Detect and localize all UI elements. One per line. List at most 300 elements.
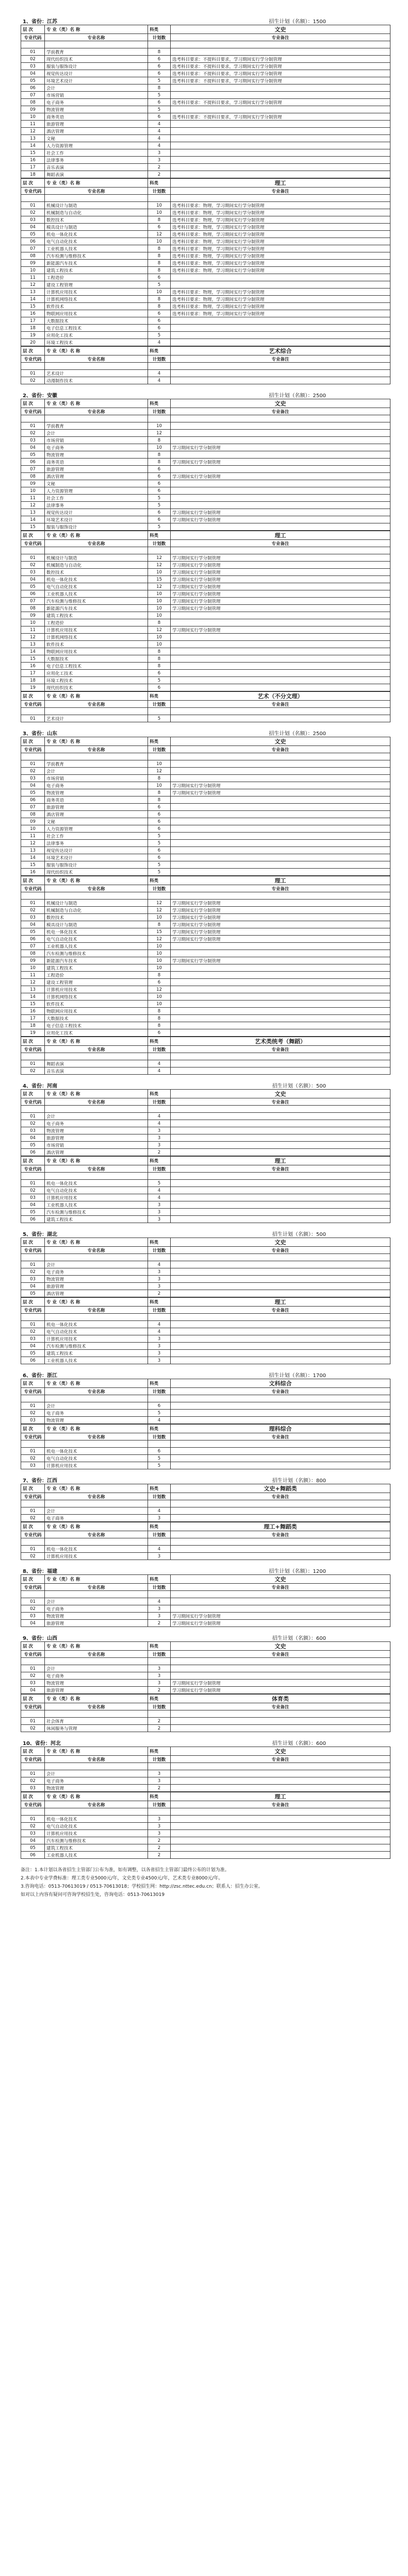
plan-count: 10 — [148, 950, 171, 957]
major-name — [45, 1254, 148, 1261]
major-note — [171, 1546, 390, 1553]
major-note — [171, 487, 390, 495]
footer-line: 备注：1.本计划以各省招生主管部门公布为准，如有调整，以各省招生主管部门最终公布的计划为准。 — [21, 1868, 230, 1873]
major-name: 人力资源管理 — [45, 825, 148, 833]
plan-count: 6 — [148, 274, 171, 281]
table-row — [21, 760, 390, 768]
major-header: 专 业（类）名 称 — [45, 1522, 148, 1531]
table-row — [21, 509, 390, 516]
plan-count: 3 — [148, 1343, 171, 1350]
major-name: 计算机网络技术 — [45, 993, 148, 1001]
plan-count — [148, 753, 171, 760]
table-subheader-row — [21, 1756, 390, 1763]
major-note — [171, 1658, 390, 1665]
major-name: 计算机应用技术 — [45, 289, 148, 296]
major-note — [171, 41, 390, 48]
province-total: 招生计划（名额）：2500 — [269, 731, 326, 737]
plan-table — [21, 399, 390, 531]
plan-count: 6 — [148, 1448, 171, 1455]
plan-count: 12 — [148, 768, 171, 775]
major-note: 学习期间实行学分制管理 — [171, 583, 390, 590]
major-code: 14 — [21, 296, 45, 303]
plan-count: 8 — [148, 84, 171, 92]
footer-notes — [21, 1866, 390, 1899]
plan-count — [148, 1395, 171, 1402]
table-row — [21, 415, 390, 422]
table-row — [21, 677, 390, 684]
plan-count: 10 — [148, 605, 171, 612]
plan-count: 6 — [148, 56, 171, 63]
plan-count: 4 — [148, 377, 171, 384]
major-note — [171, 370, 390, 377]
major-note — [171, 833, 390, 840]
level-header: 层 次 — [21, 1379, 45, 1388]
table-subheader-row — [21, 1098, 390, 1106]
major-name: 旅游管理 — [45, 1687, 148, 1694]
plan-count: 8 — [148, 648, 171, 655]
major-name: 社会工作 — [45, 833, 148, 840]
major-header: 专 业（类）名 称 — [45, 1484, 148, 1493]
table-row — [21, 1029, 390, 1037]
major-note — [171, 825, 390, 833]
major-code: 10 — [21, 619, 45, 626]
major-code: 05 — [21, 1142, 45, 1149]
major-note: 学习期间实行学分制管理 — [171, 907, 390, 914]
major-note — [171, 1710, 390, 1718]
category-label: 理工 — [171, 179, 390, 188]
plan-count: 5 — [148, 106, 171, 113]
major-code: 18 — [21, 677, 45, 684]
major-code: 06 — [21, 1216, 45, 1223]
major-note — [171, 377, 390, 384]
major-code: 01 — [21, 1448, 45, 1455]
province-header — [21, 1565, 390, 1574]
major-note: 学习期间实行学分制管理 — [171, 509, 390, 516]
major-code: 03 — [21, 914, 45, 921]
major-code — [21, 1053, 45, 1060]
table-row — [21, 1127, 390, 1134]
major-code: 01 — [21, 202, 45, 209]
major-code — [21, 195, 45, 202]
table-row — [21, 252, 390, 260]
name-header: 专业名称 — [45, 188, 148, 195]
major-note — [171, 677, 390, 684]
major-note — [171, 972, 390, 979]
major-note — [171, 1598, 390, 1605]
major-name: 社会工作 — [45, 149, 148, 157]
major-name: 商务英语 — [45, 459, 148, 466]
table-row — [21, 1718, 390, 1725]
major-name: 旅游管理 — [45, 804, 148, 811]
province-section — [21, 1369, 390, 1469]
major-code: 03 — [21, 1680, 45, 1687]
major-code: 06 — [21, 1357, 45, 1364]
major-code: 04 — [21, 444, 45, 451]
plan-count — [148, 892, 171, 900]
code-header: 专业代码 — [21, 540, 45, 547]
major-code: 15 — [21, 523, 45, 531]
major-name: 环境艺术设计 — [45, 77, 148, 84]
code-header: 专业代码 — [21, 701, 45, 708]
table-row — [21, 1672, 390, 1680]
major-note — [171, 1216, 390, 1223]
table-row — [21, 502, 390, 509]
major-note: 学习期间实行学分制管理 — [171, 1620, 390, 1627]
province-name: 3、省份：山东 — [23, 731, 57, 737]
plan-count: 8 — [148, 1015, 171, 1022]
level-header: 层 次 — [21, 737, 45, 746]
plan-count: 3 — [148, 1357, 171, 1364]
table-subheader-row — [21, 188, 390, 195]
major-code: 11 — [21, 121, 45, 128]
major-code: 11 — [21, 495, 45, 502]
table-row — [21, 289, 390, 296]
major-code: 01 — [21, 554, 45, 562]
province-total: 招生计划（名额）：500 — [272, 1083, 326, 1089]
major-code: 03 — [21, 1785, 45, 1792]
major-code: 10 — [21, 113, 45, 121]
name-header: 专业名称 — [45, 34, 148, 41]
major-name: 机械设计与制造 — [45, 900, 148, 907]
major-name: 酒店管理 — [45, 128, 148, 135]
major-name: 数控技术 — [45, 569, 148, 576]
major-code: 01 — [21, 48, 45, 56]
table-header-row — [21, 1379, 390, 1388]
plan-count: 4 — [148, 135, 171, 142]
count-header: 计划数 — [148, 1531, 171, 1538]
major-code: 02 — [21, 1067, 45, 1075]
table-row — [21, 1254, 390, 1261]
table-row — [21, 1500, 390, 1507]
plan-count: 2 — [148, 1290, 171, 1297]
major-header: 专 业（类）名 称 — [45, 531, 148, 540]
province-name: 1、省份：江苏 — [23, 19, 57, 25]
major-code: 05 — [21, 451, 45, 459]
major-note — [171, 1417, 390, 1424]
major-name: 电子信息工程技术 — [45, 663, 148, 670]
plan-count: 6 — [148, 70, 171, 77]
major-code: 14 — [21, 854, 45, 861]
table-row — [21, 900, 390, 907]
major-name: 物流管理 — [45, 1785, 148, 1792]
major-note — [171, 854, 390, 861]
level-header: 层 次 — [21, 1694, 45, 1703]
plan-count: 3 — [148, 1777, 171, 1785]
major-note: 学习期间实行学分制管理 — [171, 789, 390, 796]
table-row — [21, 1290, 390, 1297]
major-code: 05 — [21, 1209, 45, 1216]
major-note — [171, 84, 390, 92]
plan-count: 3 — [148, 1830, 171, 1837]
plan-table — [21, 531, 390, 691]
province-name: 2、省份：安徽 — [23, 393, 57, 399]
category-label: 艺术（不分文理） — [171, 692, 390, 701]
plan-count: 4 — [148, 1261, 171, 1268]
table-row — [21, 655, 390, 663]
plan-count: 10 — [148, 612, 171, 619]
plan-count: 4 — [148, 1598, 171, 1605]
major-name: 旅游管理 — [45, 121, 148, 128]
major-name: 机电一体化技术 — [45, 576, 148, 583]
major-name: 市场营销 — [45, 437, 148, 444]
major-name — [45, 1395, 148, 1402]
table-row — [21, 1149, 390, 1156]
major-name: 计算机网络技术 — [45, 634, 148, 641]
table-row — [21, 993, 390, 1001]
table-row — [21, 1613, 390, 1620]
plan-count: 3 — [148, 1770, 171, 1777]
major-note — [171, 1328, 390, 1335]
major-name: 工业机器人技术 — [45, 245, 148, 252]
major-code: 03 — [21, 569, 45, 576]
major-code: 13 — [21, 847, 45, 854]
major-name: 电子商务 — [45, 782, 148, 789]
count-header: 计划数 — [148, 1098, 171, 1106]
count-header: 计划数 — [148, 746, 171, 753]
table-header-row — [21, 25, 390, 34]
plan-count: 6 — [148, 99, 171, 106]
major-name — [45, 1710, 148, 1718]
table-row — [21, 1001, 390, 1008]
major-name: 机电一体化技术 — [45, 928, 148, 936]
major-name: 环境艺术设计 — [45, 854, 148, 861]
plan-count: 2 — [148, 1687, 171, 1694]
province-header — [21, 1228, 390, 1238]
major-code — [21, 1658, 45, 1665]
major-code: 14 — [21, 142, 45, 149]
major-note — [171, 1507, 390, 1515]
plan-count: 8 — [148, 48, 171, 56]
category-label: 体育类 — [171, 1694, 390, 1703]
table-row — [21, 641, 390, 648]
plan-count: 4 — [148, 1187, 171, 1194]
major-code: 10 — [21, 825, 45, 833]
table-row — [21, 768, 390, 775]
major-name: 建筑工程技术 — [45, 964, 148, 972]
major-code: 16 — [21, 157, 45, 164]
major-name: 计算机应用技术 — [45, 1830, 148, 1837]
major-name: 软件技术 — [45, 303, 148, 310]
table-row — [21, 986, 390, 993]
plan-table — [21, 1641, 390, 1694]
table-row — [21, 281, 390, 289]
major-note — [171, 612, 390, 619]
major-code: 08 — [21, 473, 45, 480]
major-code: 01 — [21, 1060, 45, 1067]
major-name: 电子商务 — [45, 1268, 148, 1276]
major-code: 02 — [21, 56, 45, 63]
table-row — [21, 1515, 390, 1522]
major-note: 学习期间实行学分制管理 — [171, 554, 390, 562]
table-row — [21, 92, 390, 99]
major-name: 物流管理 — [45, 1417, 148, 1424]
level-header: 层 次 — [21, 692, 45, 701]
table-row — [21, 576, 390, 583]
count-header: 计划数 — [148, 1703, 171, 1710]
major-code: 08 — [21, 811, 45, 818]
note-header: 专业备注 — [171, 1307, 390, 1314]
plan-count: 6 — [148, 509, 171, 516]
count-header: 计划数 — [148, 1388, 171, 1395]
name-header: 专业名称 — [45, 540, 148, 547]
major-name: 视觉传达设计 — [45, 847, 148, 854]
major-code: 05 — [21, 1350, 45, 1357]
province-header — [21, 1632, 390, 1641]
major-note — [171, 1830, 390, 1837]
major-note: 学习期间实行学分制管理 — [171, 444, 390, 451]
category-label: 艺术综合 — [171, 347, 390, 355]
table-header-row — [21, 1157, 390, 1165]
major-name: 服装与服饰设计 — [45, 861, 148, 869]
major-note — [171, 1029, 390, 1037]
major-code: 01 — [21, 1261, 45, 1268]
note-header: 专业备注 — [171, 408, 390, 415]
major-code: 06 — [21, 1149, 45, 1156]
plan-count — [148, 1106, 171, 1113]
major-name: 电子商务 — [45, 99, 148, 106]
major-code: 08 — [21, 950, 45, 957]
major-name: 文秘 — [45, 135, 148, 142]
major-name: 模具设计与制造 — [45, 224, 148, 231]
level-header: 层 次 — [21, 347, 45, 355]
note-header: 专业备注 — [171, 1046, 390, 1053]
plan-count: 12 — [148, 986, 171, 993]
plan-count: 4 — [148, 121, 171, 128]
plan-count: 8 — [148, 303, 171, 310]
count-header: 计划数 — [148, 885, 171, 892]
major-note: 学习期间实行学分制管理 — [171, 576, 390, 583]
major-code: 02 — [21, 1553, 45, 1560]
plan-count: 12 — [148, 936, 171, 943]
major-code: 01 — [21, 1113, 45, 1120]
major-name: 工业机器人技术 — [45, 1357, 148, 1364]
plan-count — [148, 547, 171, 554]
major-code: 12 — [21, 634, 45, 641]
province-section — [21, 727, 390, 1075]
major-code: 11 — [21, 833, 45, 840]
province-name: 9、省份：山西 — [23, 1636, 57, 1641]
count-header: 计划数 — [148, 1801, 171, 1808]
plan-count: 10 — [148, 598, 171, 605]
level-header: 层 次 — [21, 1575, 45, 1584]
table-row — [21, 1665, 390, 1672]
plan-count — [148, 1710, 171, 1718]
major-note — [171, 1440, 390, 1448]
plan-count — [148, 1500, 171, 1507]
major-code: 03 — [21, 775, 45, 782]
major-code: 03 — [21, 63, 45, 70]
table-row — [21, 619, 390, 626]
table-row — [21, 1216, 390, 1223]
major-name: 学前教育 — [45, 760, 148, 768]
note-header: 专业备注 — [171, 1493, 390, 1500]
major-code: 03 — [21, 1194, 45, 1201]
major-name: 电气自动化技术 — [45, 1823, 148, 1830]
major-note — [171, 1276, 390, 1283]
major-note — [171, 451, 390, 459]
major-name: 电气自动化技术 — [45, 936, 148, 943]
table-row — [21, 274, 390, 281]
major-name: 音乐表演 — [45, 164, 148, 171]
count-header: 计划数 — [148, 701, 171, 708]
major-note — [171, 1410, 390, 1417]
table-row — [21, 1658, 390, 1665]
major-name: 文秘 — [45, 818, 148, 825]
table-row — [21, 921, 390, 928]
subject-header: 科类 — [148, 1522, 171, 1531]
code-header: 专业代码 — [21, 1046, 45, 1053]
major-code: 02 — [21, 1268, 45, 1276]
table-row — [21, 979, 390, 986]
major-name: 会计 — [45, 1507, 148, 1515]
major-name: 物流管理 — [45, 1680, 148, 1687]
major-note — [171, 128, 390, 135]
plan-count: 3 — [148, 1665, 171, 1672]
table-row — [21, 1008, 390, 1015]
plan-count: 6 — [148, 684, 171, 691]
table-row — [21, 121, 390, 128]
plan-table — [21, 1424, 390, 1469]
major-name: 旅游管理 — [45, 1620, 148, 1627]
table-row — [21, 303, 390, 310]
major-name: 电子信息工程技术 — [45, 325, 148, 332]
major-note — [171, 1816, 390, 1823]
major-note — [171, 1268, 390, 1276]
name-header: 专业名称 — [45, 1388, 148, 1395]
major-note — [171, 149, 390, 157]
table-header-row — [21, 1522, 390, 1531]
major-name — [45, 363, 148, 370]
admission-plan-document — [21, 10, 390, 1899]
table-row — [21, 1553, 390, 1560]
level-header: 层 次 — [21, 1425, 45, 1433]
plan-count: 8 — [148, 252, 171, 260]
major-name: 会计 — [45, 1770, 148, 1777]
table-row — [21, 936, 390, 943]
table-subheader-row — [21, 1247, 390, 1254]
major-note — [171, 1067, 390, 1075]
major-name: 物流管理 — [45, 1276, 148, 1283]
major-note — [171, 1538, 390, 1546]
note-header: 专业备注 — [171, 1433, 390, 1440]
major-note: 学习期间实行学分制管理 — [171, 626, 390, 634]
major-name: 机械制造与自动化 — [45, 209, 148, 216]
major-code: 03 — [21, 1830, 45, 1837]
major-code: 15 — [21, 149, 45, 157]
level-header: 层 次 — [21, 531, 45, 540]
major-code: 07 — [21, 804, 45, 811]
major-code: 19 — [21, 332, 45, 339]
table-header-row — [21, 737, 390, 746]
major-name: 计算机应用技术 — [45, 626, 148, 634]
major-name: 市场营销 — [45, 1142, 148, 1149]
major-code: 05 — [21, 231, 45, 238]
major-note — [171, 708, 390, 715]
category-label: 文史 — [171, 1747, 390, 1756]
major-code: 13 — [21, 641, 45, 648]
major-code: 07 — [21, 92, 45, 99]
major-name: 法律事务 — [45, 840, 148, 847]
plan-count: 5 — [148, 1180, 171, 1187]
name-header: 专业名称 — [45, 1651, 148, 1658]
major-code — [21, 1314, 45, 1321]
plan-count: 6 — [148, 979, 171, 986]
plan-count: 5 — [148, 281, 171, 289]
plan-count: 4 — [148, 128, 171, 135]
major-name: 会计 — [45, 1402, 148, 1410]
major-code — [21, 1395, 45, 1402]
province-section — [21, 1475, 390, 1560]
